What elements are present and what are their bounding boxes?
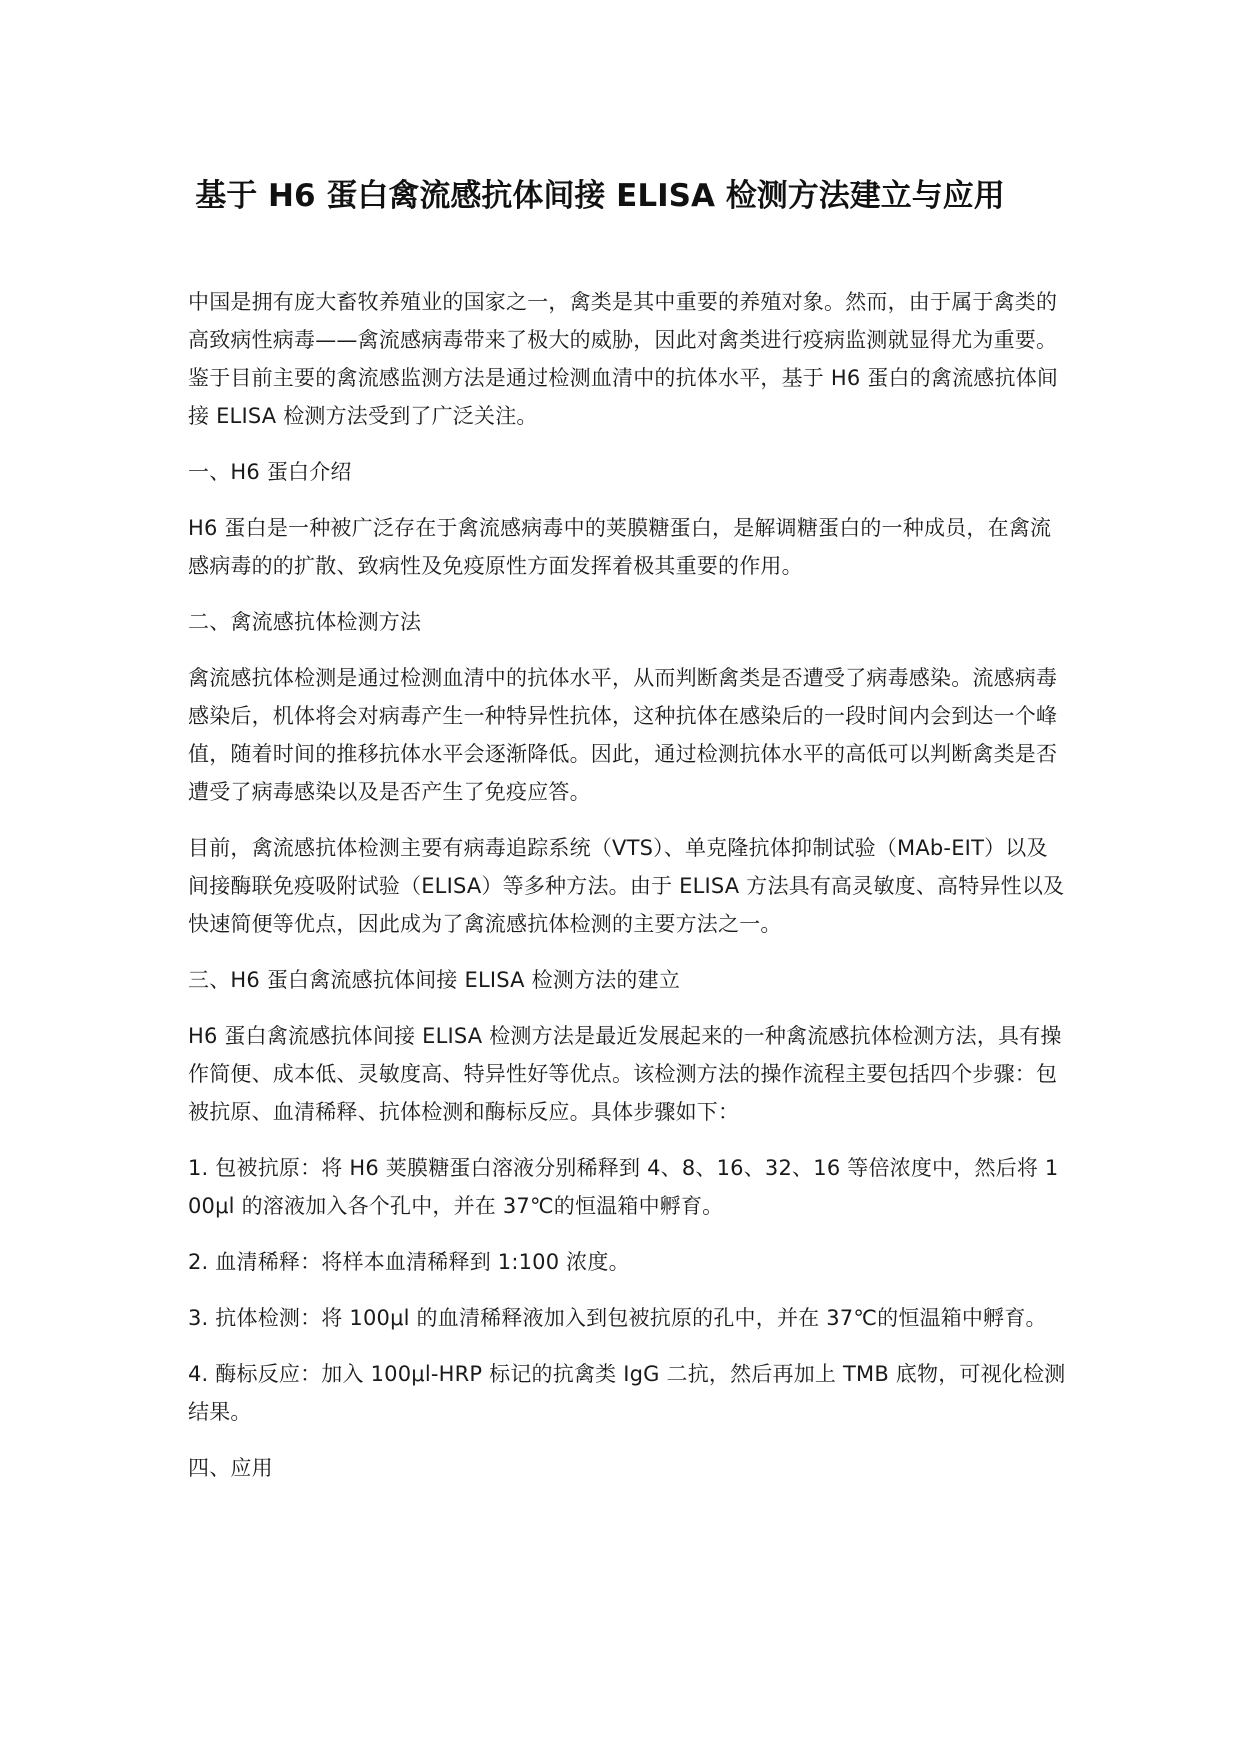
step-2-paragraph: 2. 血清稀释：将样本血清稀释到 1:100 浓度。 — [188, 1250, 630, 1274]
intro-paragraph: 中国是拥有庞大畜牧养殖业的国家之一，禽类是其中重要的养殖对象。然而，由于属于禽类的高致病性病毒——禽流感病毒带来了极大的威胁，因此对禽类进行疫病监测就显得尤为重要。鉴于目前主要的禽流感监测方法是通过检测血清中的抗体水平，基于 H6 蛋白的禽流感抗体间接 ELISA 检测方法受到了广泛关注。 — [188, 290, 1059, 428]
document-body — [188, 283, 1068, 1505]
detection-paragraph-2: 目前，禽流感抗体检测主要有病毒追踪系统（VTS）、单克隆抗体抑制试验（MAb-EIT）以及间接酶联免疫吸附试验（ELISA）等多种方法。由于 ELISA 方法具有高灵敏度、高特异性以及快速简便等优点，因此成为了禽流感抗体检测的主要方法之一。 — [188, 836, 1065, 936]
elisa-overview-paragraph: H6 蛋白禽流感抗体间接 ELISA 检测方法是最近发展起来的一种禽流感抗体检测方法，具有操作简便、成本低、灵敏度高、特异性好等优点。该检测方法的操作流程主要包括四个步骤：包被抗原、血清稀释、抗体检测和酶标反应。具体步骤如下： — [188, 1024, 1062, 1124]
section-heading-detection-methods: 二、禽流感抗体检测方法 — [188, 610, 422, 634]
h6-protein-paragraph: H6 蛋白是一种被广泛存在于禽流感病毒中的荚膜糖蛋白，是解调糖蛋白的一种成员，在禽流感病毒的的扩散、致病性及免疫原性方面发挥着极其重要的作用。 — [188, 516, 1052, 578]
section-heading-application: 四、应用 — [188, 1456, 273, 1480]
step-1-paragraph: 1. 包被抗原：将 H6 荚膜糖蛋白溶液分别稀释到 4、8、16、32、16 等倍浓度中，然后将 100μl 的溶液加入各个孔中，并在 37℃的恒温箱中孵育。 — [188, 1156, 1059, 1218]
step-3-paragraph: 3. 抗体检测：将 100μl 的血清稀释液加入到包被抗原的孔中，并在 37℃的恒温箱中孵育。 — [188, 1306, 1047, 1330]
detection-paragraph-1: 禽流感抗体检测是通过检测血清中的抗体水平，从而判断禽类是否遭受了病毒感染。流感病毒感染后，机体将会对病毒产生一种特异性抗体，这种抗体在感染后的一段时间内会到达一个峰值，随着时间的推移抗体水平会逐渐降低。因此，通过检测抗体水平的高低可以判断禽类是否遭受了病毒感染以及是否产生了免疫应答。 — [188, 666, 1058, 804]
section-heading-h6-protein: 一、H6 蛋白介绍 — [188, 460, 352, 484]
section-heading-elisa-establishment: 三、H6 蛋白禽流感抗体间接 ELISA 检测方法的建立 — [188, 968, 681, 992]
step-4-paragraph: 4. 酶标反应：加入 100μl-HRP 标记的抗禽类 IgG 二抗，然后再加上 TMB 底物，可视化检测结果。 — [188, 1362, 1066, 1424]
document-title: 基于 H6 蛋白禽流感抗体间接 ELISA 检测方法建立与应用 — [195, 178, 1005, 214]
